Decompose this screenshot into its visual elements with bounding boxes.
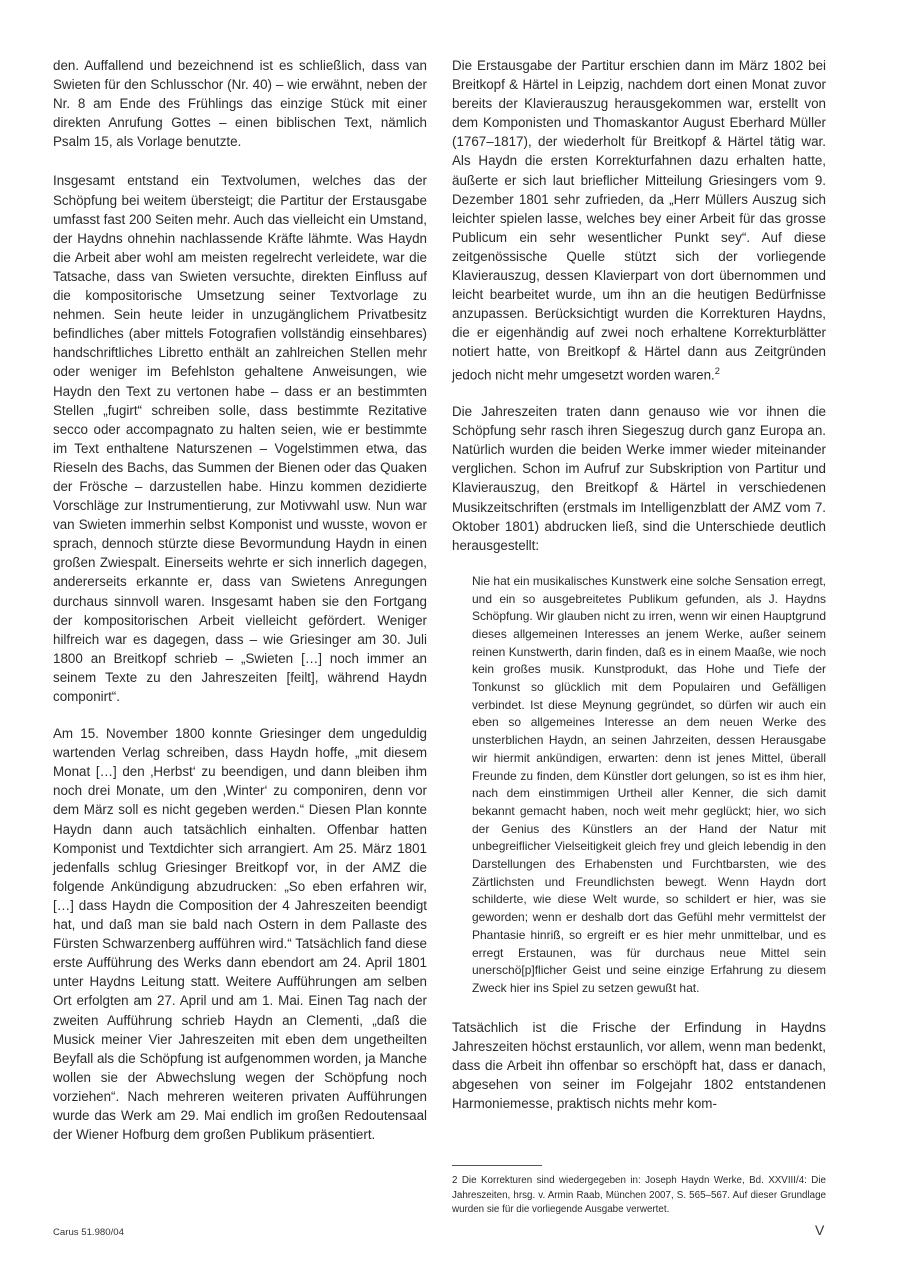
paragraph: Am 15. November 1800 konnte Griesinger dem ungeduldig wartenden Verlag schreiben, dass Haydn hoffe, „mit diesem Monat […] den ‚Herbst‘ zu beendigen, und dann bleiben ihm noch drei Monate, um den ‚Winter‘ zu componiren, denn vor dem März soll es nicht gegeben werden.“ Diesen Plan konnte Haydn dann auch tatsächlich einhalten. Offenbar hatten Komponist und Textdichter sich arrangiert. Am 25. März 1801 jedenfalls schlug Griesinger Breitkopf vor, in der AMZ die folgende Ankündigung abzudrucken: „So eben erfahren wir, […] dass Haydn die Composition der 4 Jahreszeiten beendigt hat, und daß man sie bald nach Ostern in dem Pallaste des Fürsten Schwarzenberg aufführen wird.“ Tatsächlich fand diese erste Aufführung des Werks dann ebendort am 24. April 1801 unter Haydns Leitung statt. Weitere Aufführungen am selben Ort erfolgten am 27. April und am 1. Mai. Einen Tag nach der zweiten Aufführung schrieb Haydn an Clementi, „daß die Musick meiner Vier Jahreszeiten mit eben dem ungetheilten Beyfall als die Schöpfung ist aufgenommen worden, ja Manche wollen sie der Abwechslung wegen der Schöpfung noch vorziehen“. Nach mehreren weiteren privaten Aufführungen wurde das Werk am 29. Mai endlich im großen Redoutensaal der Wiener Hofburg dem großen Publikum präsentiert. [53, 726, 427, 1143]
paragraph: Tatsächlich ist die Frische der Erfindung in Haydns Jahreszeiten höchst erstaunlich, vor allem, wenn man bedenkt, dass die Arbeit ihn offenbar so erschöpft hat, dass er danach, abgesehen von seiner im Folgejahr 1802 entstandenen Harmoniemesse, praktisch nichts mehr kom- [452, 1019, 826, 1112]
footnote-divider [452, 1165, 542, 1166]
block-quote: Nie hat ein musikalisches Kunstwerk eine solche Sensation erregt, und ein so ausgebreitetes Publikum gefunden, als J. Haydns Schöpfung. Wir glauben nicht zu irren, wenn wir einen Hauptgrund dieses allgemeinen Interesses an jenem Werke, außer seinem reinen Kunstwerth, darin finden, daß es in einem Maaße, wie noch kein großes musik. Kunstprodukt, das Hohe und Tiefe der Tonkunst so glücklich mit dem Populairen und Gefälligen verbindet. Ist diese Meynung gegründet, so dürfen wir auch ein eben so allgemeines Interesse an dem neuen Werke des unsterblichen Haydn, an seinen Jahrzeiten, dessen Herausgabe wir hiermit ankündigen, erwarten: denn ist jenes Mittel, überall Freunde zu finden, dem Künstler dort gelungen, so ist es ihm hier, nach dem einstimmigen Urtheil aller Kenner, die sich damit bekannt gemacht haben, noch weit mehr geglückt; hier, wo sich der Genius des Künstlers an der Hand der Natur mit unbegreiflicher Vielseitigkeit gleich frey und gleich lebendig in den Darstellungen des Erhabensten und Furchtbarsten, wie des Zärtlichsten und Freundlichsten bewegt. Wenn Haydn dort schilderte, wie diese Welt wurde, so schildert er hier, was sie geworden; wenn er deshalb dort das Gefühl mehr vermittelst der Phantasie hinriß, so ergreift er es hier mehr unmittelbar, und es erregt Erstaunen, was für durchaus neue Mittel sein unerschö[p]flicher Geist und seine einzige Erfahrung zu diesem Zweck hier ins Spiel zu setzen gewußt hat. [472, 573, 826, 995]
paragraph [452, 56, 826, 384]
catalog-number: Carus 51.980/04 [53, 1227, 124, 1238]
paragraph-text: Die Erstausgabe der Partitur erschien dann im März 1802 bei Breitkopf & Härtel in Leipzig, nachdem dort einen Monat zuvor bereits der Klavierauszug herausgekommen war, erstellt von dem Komponisten und Thomaskantor August Eberhard Müller (1767–1817), der wiederholt für Breitkopf & Härtel tätig war. Als Haydn die ersten Korrekturfahnen dazu erhalten hatte, äußerte er sich laut brieflicher Mitteilung Griesingers vom 9. Dezember 1801 sehr zufrieden, da „Herr Müllers Auszug sich leichter spielen lasse, welches bey einer Arbeit für das grosse Publicum ein sehr wesentlicher Punkt sey“. Auf diese zeitgenössische Quelle stützt sich der vorliegende Klavierauszug, dessen Klavierpart von dort übernommen und leicht bearbeitet wurde, um ihn an die heutigen Bedürfnisse anzupassen. Berücksichtigt wurden die Korrekturen Haydns, die er eigenhändig auf zwei noch erhaltene Korrekturblätter notiert hatte, von Breitkopf & Härtel dann aus Zeitgründen jedoch nicht mehr umgesetzt worden waren. [452, 58, 826, 382]
paragraph: den. Auffallend und bezeichnend ist es schließlich, dass van Swieten für den Schlusschor (Nr. 40) – wie erwähnt, neben der Nr. 8 am Ende des Frühlings das einzige Stück mit einer direkten Anrufung Gottes – einen biblischen Text, nämlich Psalm 15, als Vorlage benutzte. [53, 58, 427, 150]
right-column [452, 56, 826, 1218]
left-column [53, 56, 427, 1162]
paragraph: Die Jahreszeiten traten dann genauso wie vor ihnen die Schöpfung sehr rasch ihren Siegeszug durch ganz Europa an. Natürlich wurden die beiden Werke immer wieder miteinander verglichen. Schon im Aufruf zur Subskription von Partitur und Klavierauszug, den Breitkopf & Härtel in verschiedenen Musikzeitschriften (erstmals im Intelligenzblatt der AMZ vom 7. Oktober 1801) abdrucken ließ, sind die Unterschiede deutlich herausgestellt: [452, 404, 826, 553]
footnote: 2 Die Korrekturen sind wiedergegeben in: Joseph Haydn Werke, Bd. XXVIII/4: Die Jahreszeiten, hrsg. v. Armin Raab, München 2007, S. 565–567. Auf dieser Grundlage wurden sie für die vorliegende Ausgabe verwertet. [452, 1175, 826, 1216]
footnote-reference[interactable]: 2 [714, 365, 720, 376]
paragraph: Insgesamt entstand ein Textvolumen, welches das der Schöpfung bei weitem übersteigt; die Partitur der Erstausgabe umfasst fast 200 Seiten mehr. Auch das vielleicht ein Umstand, der Haydns ohnehin nachlassende Kräfte lähmte. Was Haydn die Arbeit aber wohl am meisten regelrecht verleidete, war die Tatsache, dass van Swieten versuchte, direkten Einfluss auf die kompositorische Umsetzung seiner Textvorlage zu nehmen. Sein heute leider in unzugänglichem Privatbesitz befindliches (aber mittels Fotografien vollständig einsehbares) handschriftliches Libretto enthält an zahlreichen Stellen mehr oder weniger im Befehlston gehaltene Anweisungen, wie Haydn den Text zu vertonen habe – dass er an bestimmten Stellen „fugirt“ schreiben solle, dass bestimmte Rezitative secco oder accompagnato zu halten seien, wie er bestimmte im Text enthaltene Naturszenen – Vogelstimmen etwa, das Rieseln des Bachs, das Summen der Bienen oder das Quaken der Frösche – darzustellen habe. Hinzu kommen dezidierte Vorschläge zur Instrumentierung, zur Motivwahl usw. Nun war van Swieten immerhin selbst Komponist und wusste, wovon er sprach, dennoch stürzte diese Bevormundung Haydn in einen großen Zwiespalt. Einerseits wehrte er sich innerlich dagegen, andererseits erkannte er, dass van Swietens Anregungen durchaus sinnvoll waren. Insgesamt haben sie den Fortgang der kompositorischen Arbeit vielleicht gefördert. Weniger hilfreich war es dagegen, dass – wie Griesinger am 30. Juli 1800 an Breitkopf schrieb – „Swieten […] noch immer an seinem Texte zu den Jahreszeiten [feilt], während Haydn componirt“. [53, 173, 427, 704]
page-number: V [815, 1222, 825, 1238]
